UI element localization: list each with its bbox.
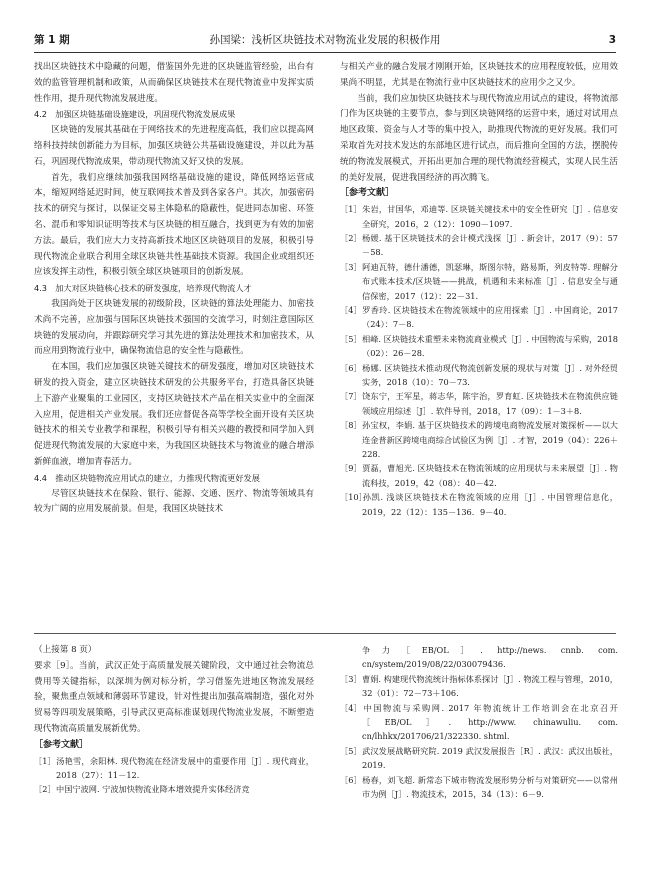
reference-item: ［2］中国宁波网. 宁波加快物流业降本增效提升实体经济竞 xyxy=(34,784,250,795)
reference-item: ［6］杨春，刘飞超. 新常态下城市物流发展形势分析与对策研究——以常州市为例［J］. 物流技术，2015，34（13）：6－9. xyxy=(340,774,618,800)
continued-note: （上接第 8 页） xyxy=(34,645,97,655)
page-number: 3 xyxy=(608,34,616,46)
reference-item: ［3］阿迪瓦特，德什潘德，凯瑟琳，斯图尔特，路易斯，列皮特等. 理解分布式账本技术/区块链——挑战，机遇和未来标准［J］. 信息安全与通信保密，2017（12）：22－31. xyxy=(340,261,618,301)
body-paragraph: 区块链的发展其基础在于网络技术的先进程度高低，我们应以提高网络科技持续创新能力为目标，加强区块链公共基础设施建设，并以此为基石，巩固现代物流成果，带动现代物流又好又快的发展。 xyxy=(34,125,314,167)
issue-label: 第 1 期 xyxy=(34,34,70,46)
body-paragraph: 与相关产业的融合发展才刚刚开始，区块链技术的应用程度较低，应用效果尚不明显，尤其是在物流行业中区块链技术的应用少之又少。 xyxy=(340,62,618,88)
references-heading: ［参考文献］ xyxy=(34,739,89,750)
reference-item: ［10］孙凯. 浅谈区块链技术在物流领域的应用［J］. 中国管理信息化，2019，22（12）：135－136．9－40. xyxy=(340,492,618,517)
running-header xyxy=(34,30,616,53)
references-heading: ［参考文献］ xyxy=(340,188,395,199)
body-paragraph: 找出区块链技术中隐藏的问题，借鉴国外先进的区块链监管经验，出台有效的监管管理机制和政策，从而确保区块链技术在现代物流业中发挥实质性作用，提升现代物流发展进度。 xyxy=(34,62,314,104)
body-paragraph: 在本国，我们应加强区块链关键技术的研发强度，增加对区块链技术研发的投入资金，建立区块链技术研发的公共服务平台，打造具备区块链上下游产业聚集的工业园区，支持区块链技术产品在相关实业中的全面深入应用，促进相关产业发展。我们还应督促各高等学校全面开设有关区块链技术的相关专业教学和课程，积极引导有相关兴趣的教授和同学加入到促进现代物流发展的大家庭中来，为我国区块链技术与物流业的融合增添新鲜血液，增加青春活力。 xyxy=(34,362,314,467)
reference-list xyxy=(34,754,314,797)
section-heading-4-4: 4.4 推动区块链物流应用试点的建立，力推现代物流更好发展 xyxy=(34,472,260,483)
reference-item: ［3］曹娟. 构建现代物流统计指标体系探讨［J］. 物流工程与管理，2010，32（01）：72－73＋106. xyxy=(340,673,618,699)
reference-list xyxy=(340,202,618,519)
reference-item: ［8］孙宝权，李娟. 基于区块链技术的跨境电商物流发展对策探析——以大连金普新区跨境电商综合试验区为例［J］. 才智，2019（04）：226＋228. xyxy=(340,420,618,460)
section-heading-4-3: 4.3 加大对区块链核心技术的研发强度，培养现代物流人才 xyxy=(34,283,252,294)
reference-item: ［4］中国物流与采购网. 2017 年物流统计工作培训会在北京召开［EB/OL］. http://www. chinawuliu. com. cn/lhhkx/201706/21/322330. shtml. xyxy=(340,702,618,742)
running-title: 孙国梁：浅析区块链技术对物流业发展的积极作用 xyxy=(209,34,441,46)
right-column-bottom xyxy=(340,643,618,801)
body-paragraph: 首先，我们应继续加强我国网络基础设施的建设，降低网络运营成本，缩短网络延迟时间，使互联网技术普及到各家各户。其次，加强密码技术的研究与探讨，以保证交易主体隐私的隐蔽性，促进同态加密、环签名、混币和零知识证明等技术与区块链的相互融合，找到更为有效的加密方法。最后，我们应大力支持高新技术地区区块链项目的发展，积极引导现代物流企业联合利用全球区块链共性基础技术资源。我国企业或组织还应该发挥主动性，积极引领全球区块链项目的创新发展。 xyxy=(34,172,314,278)
article-divider xyxy=(34,633,616,634)
reference-item: ［2］杨媛. 基于区块链技术的会计模式浅探［J］. 新会计，2017（9）：57－58. xyxy=(340,232,618,258)
left-column-top xyxy=(34,60,314,518)
body-paragraph: 我国尚处于区块链发展的初级阶段，区块链的算法处理能力、加密技术尚不完善，应加强与国际区块链技术强国的交流学习，时刻注意国际区块链的发展动向，并跟踪研究学习其先进的算法处理技术和加密技术，从而应用到物流行业中，确保物流信息的安全性与隐蔽性。 xyxy=(34,298,314,357)
body-paragraph: 要求［9］。当前，武汉正处于高质量发展关键阶段，文中通过社会物流总费用等关键指标，以深圳为例对标分析，学习借鉴先进地区物流发展经验，聚焦重点领域和薄弱环节建设，针对性提出加强高端制造，强化对外贸易等四项发展策略，引导武汉更高标准谋划现代物流业发展，不断塑造现代物流高质量发展新优势。 xyxy=(34,660,314,734)
reference-item-continued: 争力［EB/OL］. http://news. cnnb. com. cn/system/2019/08/22/030079436. xyxy=(362,645,618,670)
reference-item: ［7］饶东宁，王军星，蒋志华，陈宇治，罗育虹. 区块链技术在物流供应链领域应用综述［J］. 软件导刊，2018，17（09）：1－3＋8. xyxy=(340,391,618,416)
left-column-bottom xyxy=(34,643,314,797)
reference-item: ［9］贾磊，曹旭光. 区块链技术在物流领域的应用现状与未来展望［J］. 物流科技，2019，42（08）：40－42. xyxy=(340,463,618,488)
reference-item: ［1］朱岩，甘国华，邓迪等. 区块链关键技术中的安全性研究［J］. 信息安全研究，2016，2（12）：1090－1097. xyxy=(340,204,618,229)
section-heading-4-2: 4.2 加强区块链基础设施建设，巩固现代物流发展成果 xyxy=(34,109,236,120)
body-paragraph: 尽管区块链技术在保险、银行、能源、交通、医疗、物流等领域具有较为广阔的应用发展前景。但是，我国区块链技术 xyxy=(34,488,314,515)
reference-item: ［6］杨娜. 区块链技术推动现代物流创新发展的现状与对策［J］. 对外经贸实务，2018（10）：70－73. xyxy=(340,362,618,388)
right-column-top xyxy=(340,60,618,519)
reference-item: ［5］相峰. 区块链技术重塑未来物流商业模式［J］. 中国物流与采购，2018（02）：26－28. xyxy=(340,333,618,359)
reference-list xyxy=(340,643,618,801)
reference-item: ［1］汤艳雪，余阳林. 现代物流在经济发展中的重要作用［J］. 现代商业，2018（27）：11－12. xyxy=(34,755,314,780)
reference-item: ［5］武汉发展战略研究院. 2019 武汉发展报告［R］. 武汉：武汉出版社，2019. xyxy=(340,745,618,771)
body-paragraph: 当前，我们应加快区块链技术与现代物流应用试点的建设，将物流部门作为区块链的主要节点，参与到区块链网络的运营中来，通过对试用点地区政策、资金与人才等的集中投入，助推现代物流的更好发展。我们可采取首先对技术发达的东部地区进行试点，而后推向全国的方法，摆脱传统的物流发展模式，开拓出更加合理的现代物流经营模式，实现人民生活的美好发展，促进我国经济的再次腾飞。 xyxy=(340,93,618,183)
reference-item: ［4］罗香玲. 区块链技术在物流领域中的应用探索［J］. 中国商论，2017（24）：7－8. xyxy=(340,305,618,330)
